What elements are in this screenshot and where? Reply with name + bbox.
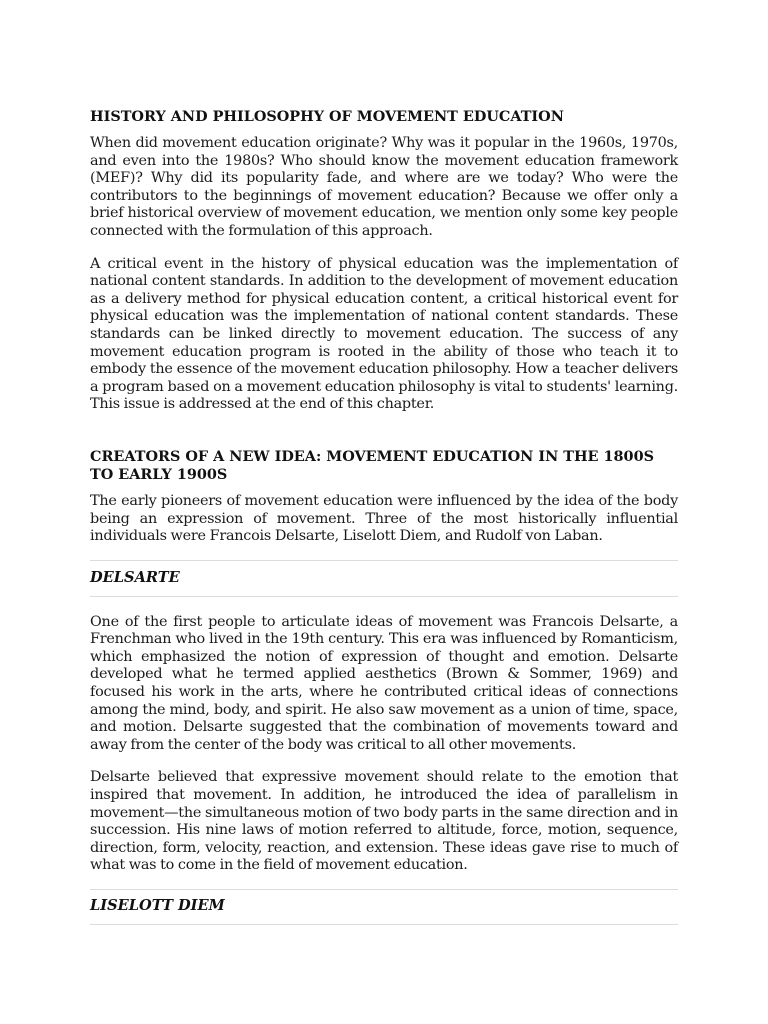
divider [90,889,678,890]
section-heading-creators: CREATORS OF A NEW IDEA: MOVEMENT EDUCATION IN THE 1800S TO EARLY 1900S [90,447,654,483]
paragraph-creators-intro: The early pioneers of movement education were influenced by the idea of the body being an expression of movement. Three of the most historically influential individuals were Francois Delsarte, Liselott Diem, and Rudolf von Laban. [90,492,678,545]
subsection-heading-delsarte: DELSARTE [90,568,180,586]
paragraph-history-standards: A critical event in the history of physical education was the implementation of national content standards. In addition to the development of movement education as a delivery method for physical education content, a critical historical event for physical education was the implementation of national content standards. These standards can be linked directly to movement education. The success of any movement education program is rooted in the ability of those who teach it to embody the essence of the movement education philosophy. How a teacher delivers a program based on a movement education philosophy is vital to students' learning. This issue is addressed at the end of this chapter. [90,255,678,413]
divider [90,596,678,597]
document-page [90,108,678,925]
paragraph-delsarte-2: Delsarte believed that expressive movement should relate to the emotion that inspired that movement. In addition, he introduced the idea of parallelism in movement—the simultaneous motion of two body parts in the same direction and in succession. His nine laws of motion referred to altitude, force, motion, sequence, direction, form, velocity, reaction, and extension. These ideas gave rise to much of what was to come in the field of movement education. [90,769,678,874]
divider [90,560,678,561]
section-heading-history: HISTORY AND PHILOSOPHY OF MOVEMENT EDUCATION [90,108,564,125]
subsection-heading-diem: LISELOTT DIEM [90,897,225,914]
paragraph-history-intro: When did movement education originate? Why was it popular in the 1960s, 1970s, and even into the 1980s? Who should know the movement education framework (MEF)? Why did its popularity fade, and where are we today? Who were the contributors to the beginnings of movement education? Because we offer only a brief historical overview of movement education, we mention only some key people connected with the formulation of this approach. [90,135,678,239]
divider [90,924,678,925]
paragraph-delsarte-1: One of the first people to articulate ideas of movement was Francois Delsarte, a Frenchman who lived in the 19th century. This era was influenced by Romanticism, which emphasized the notion of expression of thought and emotion. Delsarte developed what he termed applied aesthetics (Brown & Sommer, 1969) and focused his work in the arts, where he contributed critical ideas of connections among the mind, body, and spirit. He also saw movement as a union of time, space, and motion. Delsarte suggested that the combination of movements toward and away from the center of the body was critical to all other movements. [90,613,678,753]
